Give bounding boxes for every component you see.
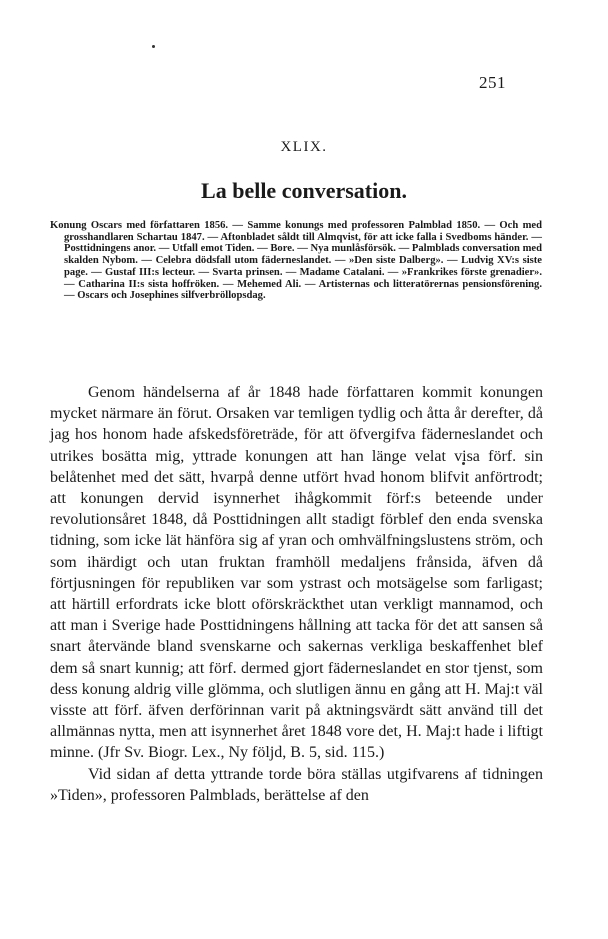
chapter-number: XLIX. (280, 139, 328, 155)
speck-mark (152, 45, 155, 48)
body-text (50, 382, 543, 806)
body-paragraph: Genom händelserna af år 1848 hade författaren kommit konungen mycket närmare än förut. Orsaken var temligen tydlig och åtta år derefter, då jag hos honom hade afskedsföreträde, för att öfvergifva fäderneslandet och utrikes bosätta mig, yttrade konungen att han länge velat visa förf. sin belåtenhet med det sätt, hvarpå denne utfört hvad honom blifvit anförtrodt; att konungen dervid isynnerhet ihågkommit förf:s beteende under revolutionsåret 1848, då Posttidningen allt stadigt förblef den enda svenska tidning, som icke lät hänföra sig af yran och omhvälfningslustens ström, och som ihärdigt och utan fruktan framhöll medaljens frånsida, äfven då förtjusningen för republiken var som ystrast och motsägelse som farligast; att härtill erfordrats icke blott oförskräckthet utan verkligt mannamod, och att man i Sverige hade Posttidningens hållning att tacka för det att sansen så snart återvände bland svenskarne och sakernas verkliga beskaffenhet blef dem så snart kunnig; att förf. dermed gjort fäderneslandet en stor tjenst, som dess konung aldrig ville glömma, och slutligen ännu en gång att H. Maj:t väl visste att förf. äfven derförinnan varit på aktningsvärdt sätt använd till det allmännas nytta, men att isynnerhet året 1848 vore det, H. Maj:t hade i liftigt minne. (Jfr Sv. Biogr. Lex., Ny följd, B. 5, sid. 115.) (50, 384, 543, 762)
chapter-title: La belle conversation. (201, 178, 407, 203)
chapter-summary: Konung Oscars med författaren 1856. — Samme konungs med professoren Palmblad 1850. — Och med grosshandlaren Schartau 1847. — Aftonbladet såldt till Almqvist, för att icke falla i Svedboms händer. — Posttidningens anor. — Utfall emot Tiden. — Bore. — Nya munlåsförsök. — Palmblads conversation med skalden Nybom. — Celebra dödsfall utom fäderneslandet. — »Den siste Dalberg». — Ludvig XV:s siste page. — Gustaf III:s lecteur. — Svarta prinsen. — Madame Catalani. — »Frankrikes förste grenadier». — Catharina II:s sista hoffröken. — Mehemed Ali. — Artisternas och litteratörernas pensionsförening. — Oscars och Josephines silfverbröllopsdag. (50, 220, 542, 302)
body-paragraph: Vid sidan af detta yttrande torde böra ställas utgifvarens af tidningen »Tiden», professoren Palmblads, berättelse af den (50, 765, 543, 804)
page-number: 251 (479, 73, 506, 92)
